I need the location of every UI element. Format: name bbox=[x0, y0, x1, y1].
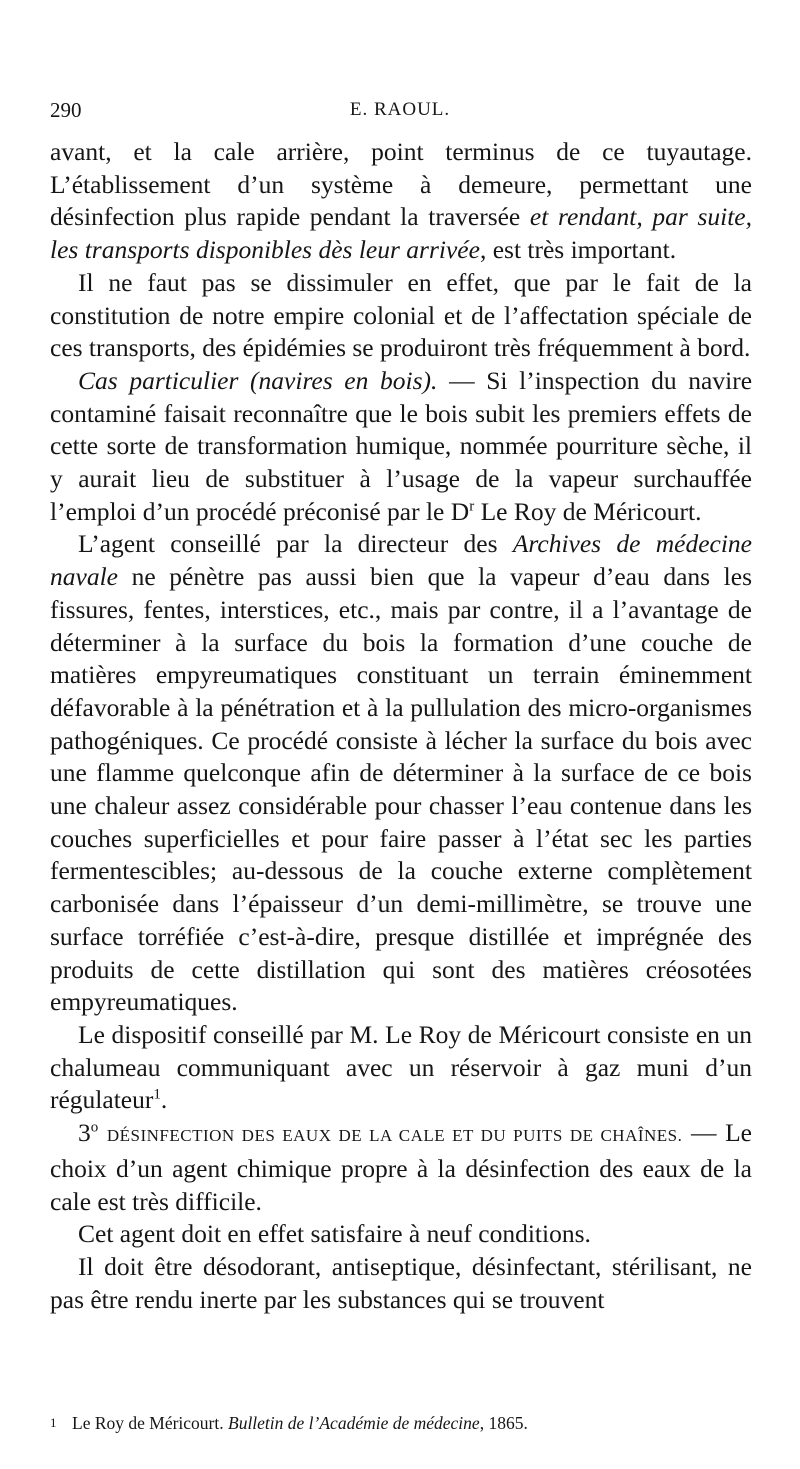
text-run: L’agent conseillé par la directeur des bbox=[78, 529, 498, 559]
page-header bbox=[50, 98, 750, 124]
text-run: Cet agent doit en effet satisfaire à neuf conditions. bbox=[78, 1219, 591, 1249]
text-run: . bbox=[160, 1085, 168, 1115]
footnote-mark: 1 bbox=[50, 1415, 57, 1430]
paragraph bbox=[50, 267, 752, 365]
title-abbrev: D bbox=[450, 496, 470, 526]
footnote-author: Le Roy de Méricourt. bbox=[72, 1413, 224, 1433]
running-title: E. RAOUL. bbox=[349, 99, 451, 120]
paragraph bbox=[50, 528, 752, 1019]
paragraph bbox=[50, 365, 752, 529]
footnote-ref: 1 bbox=[153, 1086, 161, 1103]
paragraph bbox=[50, 1251, 752, 1316]
text-run: — Si l’inspection du navire contaminé faisait reconnaître que le bois subit les premiers effets de cette sorte de transformation humique, nommée pourriture sèche, il y aurait lieu de substituer à l’usage de la vapeur surchauffée l’emploi d’un procédé préconisé par le bbox=[50, 365, 753, 526]
footnote-year: , 1865. bbox=[479, 1413, 528, 1433]
superscript: o bbox=[90, 1119, 99, 1136]
text-run: Il ne faut pas se dissimuler en effet, que par le fait de la constitution de notre empire colonial et de l’affectation spéciale de ces transports, des épidémies se produiront très fréquemment à bord. bbox=[50, 267, 752, 363]
page-number: 290 bbox=[50, 98, 82, 122]
section-number: 3 bbox=[78, 1118, 91, 1148]
text-run: ne pénètre pas aussi bien que la vapeur d’eau dans les fissures, fentes, interstices, etc., mais par contre, il a l’avantage de déterminer à la surface du bois la formation d’une couche de matières empyreumatiques constituant un terrain éminemment défavorable à la pénétration et à la pullulation des micro-organismes pathogéniques. Ce procédé consiste à lécher la surface du bois avec une flamme quelconque afin de déterminer à la surface de ce bois une chaleur assez considérable pour chasser l’eau contenue dans les couches superficielles et pour faire passer à l’état sec les parties fermentescibles; au-dessous de la couche externe complètement carbonisée dans l’épaisseur d’un demi-millimètre, se trouve une surface torréfiée c’est-à-dire, presque distillée et imprégnée des produits de cette distillation qui sont des matières créosotées empyreumatiques. bbox=[50, 562, 753, 1017]
section-heading: DÉSINFECTION DES EAUX DE LA CALE ET DU PUITS DE CHAÎNES. bbox=[106, 1126, 683, 1146]
body-text bbox=[50, 136, 752, 1316]
text-run: Le dispositif conseillé par M. Le Roy de Méricourt consiste en un chalumeau communiquant avec un réservoir à gaz muni d’un régulateur bbox=[50, 1019, 752, 1115]
text-run: avant, et la cale arrière, point terminus de ce tuyautage. L’établissement d’un système à demeure, permettant une désinfection plus rapide pendant la traversée bbox=[50, 137, 752, 232]
text-run: Il doit être désodorant, antiseptique, désinfectant, stérilisant, ne pas être rendu inerte par les substances qui se trouvent bbox=[50, 1251, 752, 1314]
paragraph bbox=[50, 1019, 752, 1117]
text-run: , est très important. bbox=[479, 235, 677, 265]
paragraph bbox=[50, 136, 752, 267]
superscript: r bbox=[469, 498, 475, 515]
italic-run: et rendant, par suite, les transports disponibles dès leur arrivée bbox=[50, 202, 753, 265]
text-run: Le Roy de Méricourt. bbox=[480, 496, 702, 526]
footnote-source: Bulletin de l’Académie de médecine bbox=[228, 1413, 480, 1433]
text-run: — Le choix d’un agent chimique propre à la désinfection des eaux de la cale est très difficile. bbox=[50, 1118, 752, 1216]
italic-run: Archives de médecine navale bbox=[50, 529, 752, 592]
footnote bbox=[50, 1411, 752, 1435]
italic-run: Cas particulier (navires en bois). bbox=[78, 365, 438, 395]
paragraph bbox=[50, 1117, 752, 1218]
paragraph bbox=[50, 1218, 752, 1251]
